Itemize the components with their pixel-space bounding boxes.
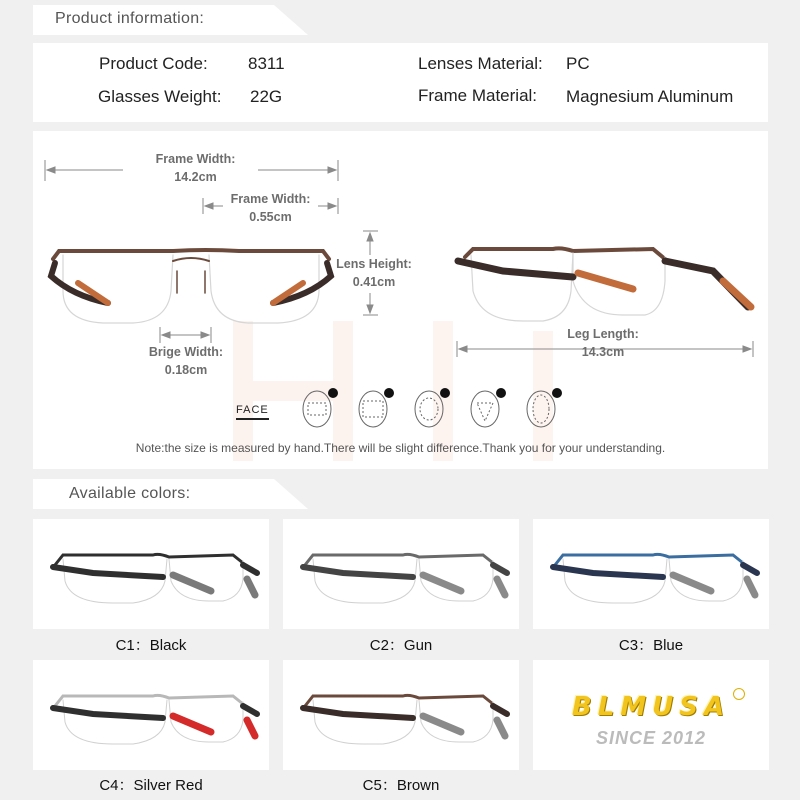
color-caption: C5：Brown (362, 777, 440, 794)
frame-width-label-text: Frame Width: (155, 152, 236, 166)
color-caption: C3：Blue (618, 637, 684, 654)
lens-height-value: 0.41cm (352, 275, 396, 289)
lenses-material-value: PC (566, 54, 590, 73)
face-label: FACE (236, 404, 269, 420)
brand-card (533, 660, 769, 770)
frame-material-value: Magnesium Aluminum (566, 87, 734, 106)
frame-width-2-label (218, 190, 323, 226)
face-icon-heart (471, 388, 506, 427)
brand-tagline: SINCE 2012 (595, 728, 707, 748)
product-information-heading: Product information: (55, 10, 205, 27)
color-caption: C1：Black (115, 637, 187, 654)
brand-logo: BLMUSA (571, 692, 731, 722)
frame-width-2-value: 0.55cm (249, 210, 292, 224)
bridge-width-value: 0.18cm (164, 363, 208, 377)
dimensions-panel (33, 131, 768, 469)
product-code-label: Product Code: (99, 54, 208, 73)
color-caption: C4：Silver Red (99, 777, 203, 794)
glasses-front-view (51, 250, 331, 323)
color-card[interactable] (33, 519, 269, 629)
lenses-material-label: Lenses Material: (418, 54, 543, 73)
color-caption: C2：Gun (369, 637, 433, 654)
glasses-icon (283, 660, 519, 770)
face-icon-square (359, 388, 394, 427)
lens-height-label-text: Lens Height: (336, 257, 412, 271)
color-card[interactable] (283, 660, 519, 770)
bridge-width-label (136, 343, 236, 379)
frame-width-value: 14.2cm (174, 170, 217, 184)
measurement-note: Note:the size is measured by hand.There will be slight difference.Thank you for your understanding. (135, 441, 666, 455)
product-code-value: 8311 (248, 54, 285, 73)
glasses-icon (533, 519, 769, 629)
glasses-weight-value: 22G (250, 87, 283, 106)
glasses-icon (283, 519, 519, 629)
bridge-width-arrow (160, 327, 211, 343)
leg-length-value: 14.3cm (581, 345, 625, 359)
leg-length-label (553, 325, 653, 361)
leg-length-label-text: Leg Length: (567, 327, 639, 341)
glasses-icon (33, 660, 269, 770)
color-card[interactable] (283, 519, 519, 629)
lens-height-label (329, 255, 419, 291)
available-colors-heading: Available colors: (69, 485, 191, 502)
frame-width-label (143, 150, 248, 186)
color-card[interactable] (33, 660, 269, 770)
registered-icon (733, 688, 745, 700)
glasses-weight-label: Glasses Weight: (98, 87, 222, 106)
glasses-side-view (458, 248, 751, 321)
frame-material-label: Frame Material: (418, 86, 538, 105)
glasses-icon (33, 519, 269, 629)
frame-width-2-label-text: Frame Width: (230, 192, 311, 206)
color-card[interactable] (533, 519, 769, 629)
bridge-width-label-text: Brige Width: (148, 345, 224, 359)
